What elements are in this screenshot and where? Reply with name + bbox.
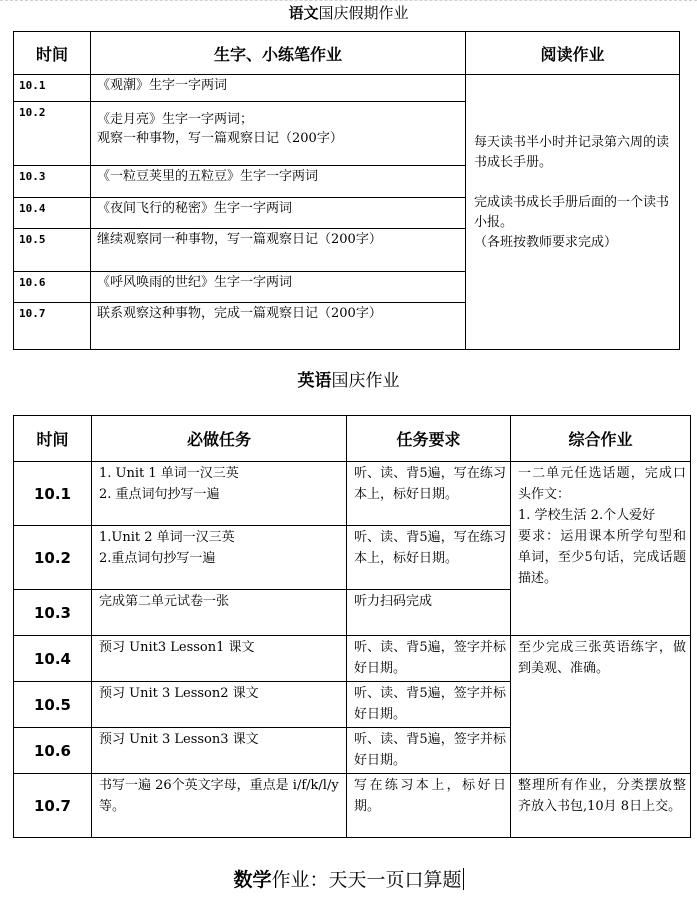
table-header-row: [14, 416, 691, 462]
row-date: 10.1: [14, 462, 92, 526]
comprehensive-cell-3: 整理所有作业，分类摆放整齐放入书包,10月 8日上交。: [511, 774, 691, 838]
comprehensive-cell-2: 至少完成三张英语练字，做到美观、准确。: [511, 636, 691, 774]
header-comprehensive: 综合作业: [511, 416, 691, 462]
math-title-text: 作业：天天一页口算题: [271, 869, 462, 891]
row-task: [91, 102, 466, 166]
table-header-row: [14, 32, 680, 75]
table-row: [14, 462, 691, 526]
comprehensive-cell-1: [511, 462, 691, 636]
row-date: 10.7: [14, 774, 92, 838]
row-task: [92, 590, 347, 636]
row-date: 10.7: [14, 303, 91, 350]
comp-text: 一二单元任选话题，完成口头作文：: [518, 466, 686, 502]
page-top-divider: [0, 0, 697, 1]
table-row: [14, 636, 691, 682]
task-line: 1. Unit 1 单词一汉三英: [99, 466, 239, 481]
row-task: [92, 462, 347, 526]
english-title-subject: 英语: [297, 371, 332, 391]
row-requirement: 听、读、背5遍，签字并标好日期。: [347, 636, 511, 682]
english-homework-table: [13, 415, 691, 838]
row-date: 10.5: [14, 229, 91, 272]
row-date: 10.4: [14, 636, 92, 682]
task-line: 《呼风唤雨的世纪》生字一字两词: [97, 275, 293, 290]
task-line: 2. 重点词句抄写一遍: [99, 487, 220, 502]
task-line: 联系观察这种事物，完成一篇观察日记（200字）: [97, 306, 382, 321]
row-requirement: 听、读、背5遍，签字并标好日期。: [347, 682, 511, 728]
row-task: [91, 75, 466, 102]
reading-paragraph-2: 完成读书成长手册后面的一个读书小报。: [474, 195, 670, 230]
task-line: 书写一遍 26个英文字母，重点是 i/f/k/l/y 等。: [99, 778, 339, 814]
row-requirement: 听、读、背5遍，写在练习本上，标好日期。: [347, 462, 511, 526]
row-task: [91, 303, 466, 350]
header-date: 时间: [14, 416, 92, 462]
row-date: 10.2: [14, 526, 92, 590]
row-task: [91, 272, 466, 303]
comp-text: 1. 学校生活 2.个人爱好: [518, 508, 656, 523]
task-line: 1.Unit 2 单词一汉三英: [99, 530, 235, 545]
row-date: 10.1: [14, 75, 91, 102]
english-homework-title: [0, 366, 697, 391]
chinese-title-subject: 语文: [288, 4, 319, 22]
row-task: [92, 636, 347, 682]
table-row: [14, 75, 680, 102]
english-title-text: 国庆作业: [331, 371, 400, 391]
table-row: [14, 774, 691, 838]
header-requirement: 任务要求: [347, 416, 511, 462]
row-task: [91, 166, 466, 198]
task-line: 完成第二单元试卷一张: [99, 594, 230, 609]
row-date: 10.6: [14, 728, 92, 774]
row-requirement: 听、读、背5遍，签字并标好日期。: [347, 728, 511, 774]
row-date: 10.3: [14, 166, 91, 198]
row-date: 10.4: [14, 198, 91, 229]
row-date: 10.5: [14, 682, 92, 728]
chinese-homework-table: [13, 31, 680, 350]
math-title-subject: 数学: [233, 869, 272, 891]
row-requirement: 听力扫码完成: [347, 590, 511, 636]
math-homework-title: [0, 865, 697, 892]
task-line: 《观潮》生字一字两词: [97, 78, 228, 93]
row-requirement: 写在练习本上，标好日期。: [347, 774, 511, 838]
row-date: 10.6: [14, 272, 91, 303]
task-line: 2.重点词句抄写一遍: [99, 551, 216, 566]
chinese-title-text: 国庆假期作业: [318, 4, 409, 22]
reading-assignment-cell: [466, 75, 680, 350]
row-task: [92, 682, 347, 728]
task-line: 《一粒豆荚里的五粒豆》生字一字两词: [97, 169, 319, 184]
row-task: [92, 728, 347, 774]
row-task: [91, 198, 466, 229]
task-line: 《走月亮》生字一字两词；: [97, 112, 254, 127]
text-cursor: [463, 868, 464, 890]
header-task: 生字、小练笔作业: [91, 32, 466, 75]
row-task: [92, 774, 347, 838]
row-task: [92, 526, 347, 590]
task-line: 预习 Unit3 Lesson1 课文: [99, 640, 255, 655]
reading-paragraph-1: 每天读书半小时并记录第六周的读书成长手册。: [474, 135, 670, 170]
chinese-homework-title: [0, 2, 697, 23]
reading-paragraph-3: （各班按教师要求完成）: [474, 235, 618, 250]
row-date: 10.3: [14, 590, 92, 636]
task-line: 预习 Unit 3 Lesson2 课文: [99, 686, 259, 701]
task-line: 《夜间飞行的秘密》生字一字两词: [97, 201, 293, 216]
row-requirement: 听、读、背5遍，写在练习本上，标好日期。: [347, 526, 511, 590]
header-date: 时间: [14, 32, 91, 75]
row-date: 10.2: [14, 102, 91, 166]
task-line: 继续观察同一种事物，写一篇观察日记（200字）: [97, 232, 382, 247]
comp-text: 要求：运用课本所学句型和单词，至少5句话，完成话题描述。: [518, 529, 686, 586]
header-task: 必做任务: [92, 416, 347, 462]
row-task: [91, 229, 466, 272]
task-line: 预习 Unit 3 Lesson3 课文: [99, 732, 259, 747]
task-line: 观察一种事物，写一篇观察日记（200字）: [97, 131, 343, 146]
header-reading: 阅读作业: [466, 32, 680, 75]
